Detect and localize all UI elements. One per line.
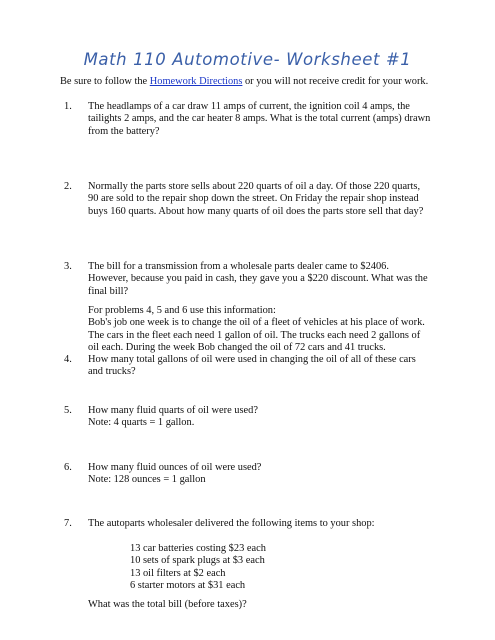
- question-line: The headlamps of a car draw 11 amps of current, the ignition coil 4 amps, the: [88, 101, 410, 112]
- question-6: [64, 462, 448, 487]
- question-line: final bill?: [88, 285, 129, 297]
- question-line: What was the total bill (before taxes)?: [88, 599, 247, 610]
- question-number: 6.: [64, 462, 72, 473]
- question-number: 7.: [64, 518, 72, 529]
- question-4: [64, 354, 448, 379]
- intro-after: or you will not receive credit for your work.: [242, 76, 429, 87]
- question-line: How many fluid quarts of oil were used?: [88, 405, 258, 416]
- question-number: 3.: [64, 261, 72, 272]
- question-line: The autoparts wholesaler delivered the following items to your shop:: [88, 518, 375, 529]
- question-7: [64, 518, 448, 530]
- info-block: [88, 305, 448, 355]
- list-item: 10 sets of spark plugs at $3 each: [130, 555, 265, 567]
- question-line: The bill for a transmission from a wholesale parts dealer came to $2406.: [88, 261, 389, 272]
- question-3: [64, 261, 448, 298]
- question-number: 5.: [64, 405, 72, 416]
- question-7-closing: [88, 599, 448, 611]
- intro-text: [60, 76, 480, 89]
- info-line: oil each. During the week Bob changed the oil of 72 cars and 41 trucks.: [88, 342, 386, 354]
- question-line: tailights 2 amps, and the car heater 8 amps. What is the total current (amps) drawn: [88, 113, 431, 125]
- question-line: Note: 128 ounces = 1 gallon: [88, 474, 206, 486]
- list-item: 13 oil filters at $2 each: [130, 567, 226, 579]
- question-number: 4.: [64, 354, 72, 365]
- homework-directions-link[interactable]: Homework Directions: [149, 76, 243, 87]
- list-item: 6 starter motors at $31 each: [130, 580, 246, 592]
- info-line: Bob's job one week is to change the oil of a fleet of vehicles at his place of work.: [88, 317, 425, 329]
- question-line: and trucks?: [88, 366, 136, 378]
- question-2: [64, 181, 448, 218]
- question-line: Normally the parts store sells about 220 quarts of oil a day. Of those 220 quarts,: [88, 181, 421, 192]
- question-line: Note: 4 quarts = 1 gallon.: [88, 417, 195, 429]
- question-number: 1.: [64, 101, 72, 112]
- question-line: from the battery?: [88, 125, 160, 137]
- question-1: [64, 101, 448, 138]
- info-line: The cars in the fleet each need 1 gallon of oil. The trucks each need 2 gallons of: [88, 329, 421, 341]
- question-line: How many total gallons of oil were used in changing the oil of all of these cars: [88, 354, 416, 365]
- question-5: [64, 405, 448, 430]
- item-list: [130, 543, 266, 593]
- question-line: How many fluid ounces of oil were used?: [88, 462, 262, 473]
- question-line: However, because you paid in cash, they gave you a $220 discount. What was the: [88, 273, 428, 285]
- info-lead: For problems 4, 5 and 6 use this information:: [88, 305, 276, 316]
- intro-before: Be sure to follow the: [60, 76, 150, 87]
- question-line: buys 160 quarts. About how many quarts of oil does the parts store sell that day?: [88, 205, 424, 217]
- question-number: 2.: [64, 181, 72, 192]
- list-item: 13 car batteries costing $23 each: [130, 543, 266, 554]
- worksheet-title: Math 110 Automotive- Worksheet #1: [83, 50, 412, 69]
- question-line: 90 are sold to the repair shop down the street. On Friday the repair shop instead: [88, 193, 419, 205]
